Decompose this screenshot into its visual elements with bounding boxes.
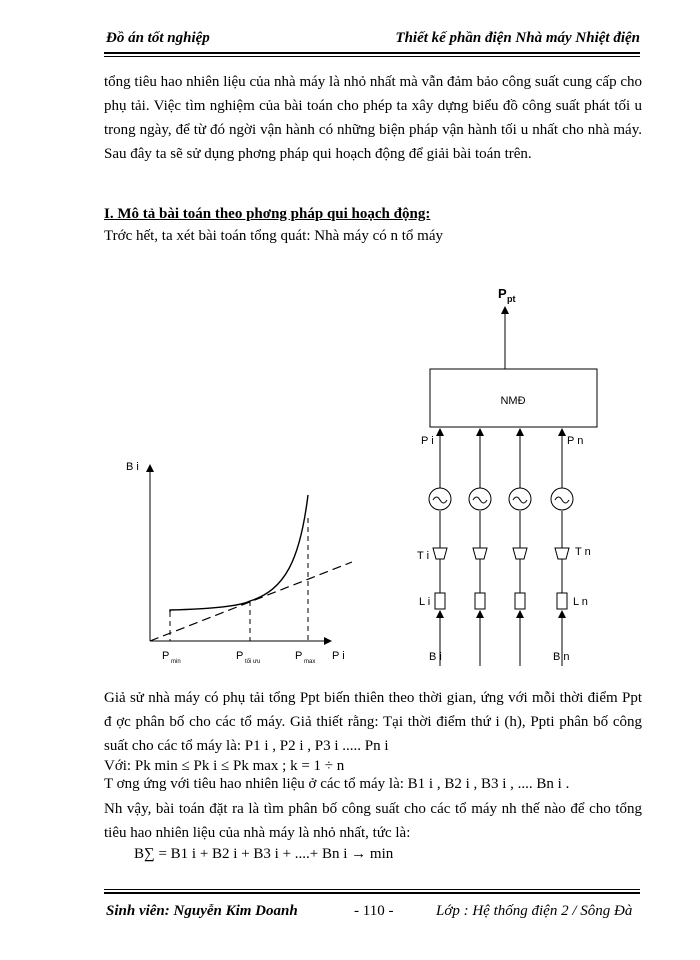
header-left: Đồ án tốt nghiệp — [106, 30, 210, 46]
constraint-line: Với: Pk min ≤ Pk i ≤ Pk max ; k = 1 ÷ n — [104, 758, 345, 774]
intro-paragraph: tổng tiêu hao nhiên liệu của nhà máy là nhỏ nhất mà vẫn đảm bảo công suất cung cấp cho phụ tải. Việc tìm nghiệm của bài toán cho phép ta xây dựng biểu đồ công suất phát tối u trong ngày, để từ đó ngời vận hành có những biện pháp vận hành tối u nhất cho nhà máy. Sau đây ta sẽ sử dụng phơng pháp qui hoạch động để giải bài toán trên. — [104, 74, 642, 162]
section-intro: Trớc hết, ta xét bài toán tổng quát: Nhà máy có n tổ máy — [104, 228, 443, 244]
footer-class: Lớp : Hệ thống điện 2 / Sông Đà — [436, 903, 633, 919]
plant-diagram — [395, 280, 630, 675]
p-last-label: P n — [567, 435, 584, 447]
tick-pmax-sub: max — [304, 659, 316, 665]
unit-1 — [429, 432, 451, 666]
tick-popt: P — [236, 650, 244, 662]
b-first-label: B i — [429, 651, 442, 663]
correspond-line: T ơng ứng với tiêu hao nhiên liệu ở các tổ máy là: B1 i , B2 i , B3 i , .... Bn i . — [104, 776, 570, 792]
x-axis-label: P i — [332, 650, 345, 662]
b-last-label: B n — [553, 651, 570, 663]
tick-pmin: P — [162, 650, 170, 662]
problem-statement: Nh vậy, bài toán đặt ra là tìm phân bố công suất cho các tổ máy nh thế nào để cho tổng tiêu hao nhiên liệu của nhà máy là nhỏ nhất, tức là: — [104, 801, 642, 841]
objective-formula: B∑ = B1 i + B2 i + B3 i + ....+ Bn i → min — [134, 846, 394, 862]
footer-student: Sinh viên: Nguyễn Kim Doanh — [106, 903, 298, 919]
tick-pmin-sub: min — [171, 659, 181, 665]
t-first-label: T i — [417, 550, 430, 562]
plant-label: NMĐ — [500, 395, 526, 407]
footer-rule — [104, 892, 640, 894]
header-right: Thiết kế phần điện Nhà máy Nhiệt điện — [395, 30, 640, 46]
unit-2 — [469, 432, 491, 666]
fuel-curve — [170, 495, 308, 612]
footer-page-number: - 110 - — [354, 903, 394, 919]
tick-popt-sub: tối ưu — [245, 659, 261, 665]
footer-rule-thin — [104, 889, 640, 890]
ppt-sub: pt — [507, 294, 516, 304]
unit-n — [551, 432, 573, 666]
l-first-label: L i — [419, 596, 431, 608]
ppt-label: P — [498, 286, 507, 301]
p-first-label: P i — [421, 435, 434, 447]
y-axis-label: B i — [126, 461, 139, 473]
unit-3 — [509, 432, 531, 666]
fuel-curve-figure — [100, 440, 370, 675]
l-last-label: L n — [573, 596, 588, 608]
tick-pmax: P — [295, 650, 303, 662]
section-title: I. Mô tả bài toán theo phơng pháp qui hoạch động: — [104, 206, 431, 222]
t-last-label: T n — [575, 546, 591, 558]
header-rule — [104, 52, 640, 54]
tangent-line — [150, 562, 352, 641]
header-rule-thin — [104, 56, 640, 57]
body-paragraph: Giả sử nhà máy có phụ tải tổng Ppt biến thiên theo thời gian, ứng với mỗi thời điểm Ppt đ ợc phân bố cho các tổ máy. Giả thiết rằng: Tại thời điểm thứ i (h), Ppti phân bố công suất cho các tổ máy là: P1 i , P2 i , P3 i ..... Pn i — [104, 690, 642, 754]
